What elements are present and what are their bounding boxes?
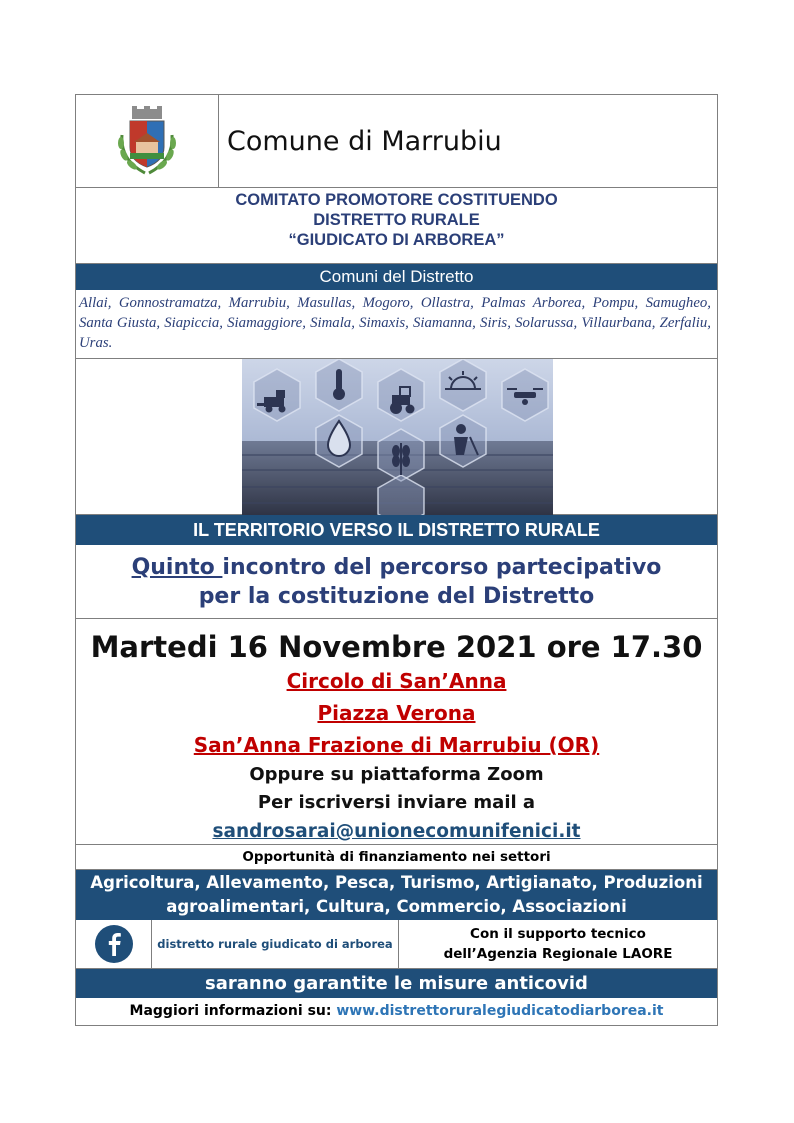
page-title: Comune di Marrubiu — [227, 125, 502, 157]
comuni-list: Allai, Gonnostramatza, Marrubiu, Masullas, Mogoro, Ollastra, Palmas Arborea, Pompu, Samugheo, Santa Giusta, Siapiccia, Siamaggiore, Simala, Simaxis, Siamanna, Siris, Solarussa, Villaurbana, Zerfaliu, Uras. — [76, 290, 717, 359]
sectors-bar — [76, 870, 717, 920]
image-row — [76, 359, 717, 515]
event-block — [76, 619, 717, 845]
logo-cell — [76, 95, 219, 187]
title-cell — [219, 95, 717, 187]
email-link[interactable]: sandrosarai@unionecomunifenici.it — [212, 821, 581, 842]
event-place: San’Anna Frazione di Marrubiu (OR) — [193, 733, 600, 757]
municipal-coat-of-arms-icon — [112, 105, 182, 177]
event-venue: Circolo di San’Anna — [286, 669, 507, 693]
facebook-cell[interactable] — [76, 920, 152, 968]
header-row — [76, 95, 717, 188]
smart-agriculture-image — [242, 359, 553, 515]
incontro-line-1 — [76, 553, 717, 582]
event-square: Piazza Verona — [317, 701, 476, 725]
facebook-page-name[interactable] — [152, 920, 399, 968]
info-row — [76, 998, 717, 1025]
incontro-line-2: per la costituzione del Distretto — [198, 584, 595, 609]
funding-heading: Opportunità di finanziamento nei settori — [76, 845, 717, 870]
covid-text: saranno garantite le misure anticovid — [205, 973, 588, 994]
info-label: Maggiori informazioni su: — [129, 1003, 337, 1019]
facebook-icon[interactable] — [95, 925, 133, 963]
incontro-text: incontro del percorso partecipativo — [222, 555, 662, 580]
committee-line-1: COMITATO PROMOTORE COSTITUENDO — [235, 191, 558, 209]
website-link[interactable]: www.distrettoruralegiudicatodiarborea.it — [336, 1003, 664, 1019]
covid-bar — [76, 969, 717, 998]
zoom-note: Oppure su piattaforma Zoom — [249, 764, 544, 785]
committee-block — [76, 188, 717, 264]
laore-line-2: dell’Agenzia Regionale LAORE — [443, 946, 673, 962]
territorio-heading-bar — [76, 515, 717, 545]
sectors-line-2: agroalimentari, Cultura, Commercio, Associazioni — [166, 897, 627, 916]
committee-line-2: DISTRETTO RURALE — [313, 211, 480, 229]
laore-line-1: Con il supporto tecnico — [470, 926, 646, 942]
incontro-ordinal: Quinto — [131, 555, 223, 580]
laore-support — [399, 920, 717, 968]
register-note: Per iscriversi inviare mail a — [257, 792, 536, 813]
sectors-line-1: Agricoltura, Allevamento, Pesca, Turismo, Artigianato, Produzioni — [90, 873, 703, 892]
incontro-block — [76, 545, 717, 619]
facebook-page-label: distretto rurale giudicato di arborea — [157, 937, 393, 951]
support-row — [76, 920, 717, 969]
committee-line-3: “GIUDICATO DI ARBOREA” — [288, 231, 505, 249]
comuni-heading: Comuni del Distretto — [319, 267, 474, 286]
territorio-heading: IL TERRITORIO VERSO IL DISTRETTO RURALE — [193, 520, 600, 540]
comuni-heading-bar — [76, 264, 717, 290]
flyer-table — [75, 94, 718, 1026]
event-date: Martedi 16 Novembre 2021 ore 17.30 — [90, 630, 703, 664]
